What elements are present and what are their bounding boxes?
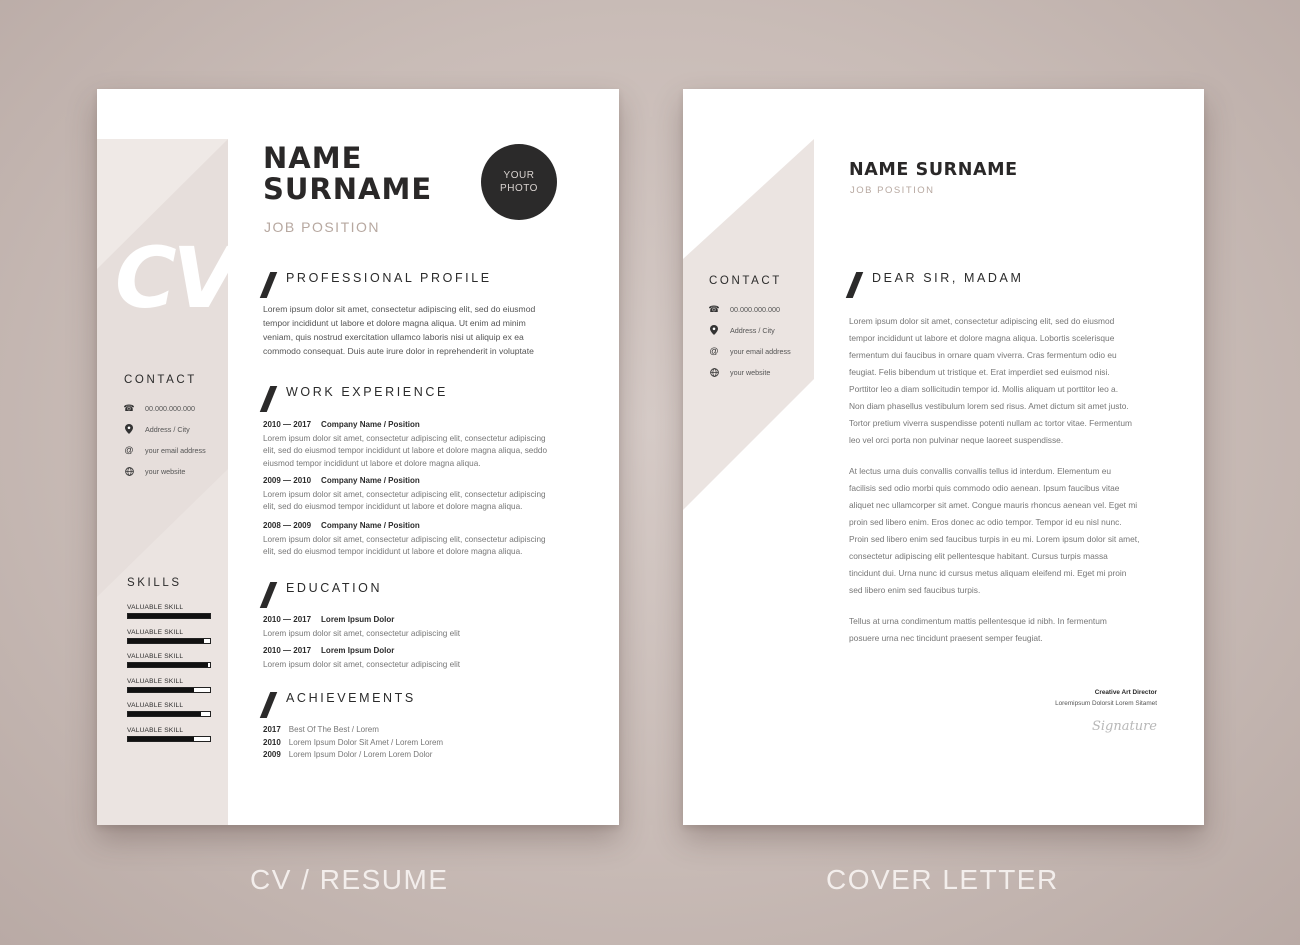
achievements-title: ACHIEVEMENTS (286, 691, 416, 705)
cover-contact-phone (709, 304, 780, 314)
cv-caption: CV / RESUME (250, 864, 449, 895)
achievement-row (263, 725, 379, 734)
job-company: Company Name / Position (321, 476, 420, 485)
signature-role: Creative Art Director (1094, 689, 1157, 696)
photo-label-2: PHOTO (500, 183, 538, 194)
skill-bar-fill (128, 663, 208, 667)
skill-bar (127, 638, 211, 644)
job-line: Lorem ipsum dolor sit amet, consectetur adipiscing elit, consectetur adipiscing (263, 433, 546, 443)
achievement-row (263, 738, 443, 747)
achievement-text: Lorem Ipsum Dolor / Lorem Lorem Dolor (288, 750, 433, 759)
skills-title: SKILLS (127, 577, 182, 589)
letter-line: aliquet nec ullamcorper sit amet. Congue mauris rhoncus aenean vel. Eget mi (849, 500, 1138, 510)
education-title: EDUCATION (286, 581, 383, 595)
cover-phone-text: 00.000.000.000 (730, 304, 780, 314)
email-text: your email address (145, 445, 206, 455)
location-pin-icon (124, 424, 134, 434)
skill-label: VALUABLE SKILL (127, 653, 184, 660)
contact-address (124, 424, 190, 434)
cover-website-text: your website (730, 367, 771, 377)
skill-label: VALUABLE SKILL (127, 604, 184, 611)
skill-bar (127, 613, 211, 619)
letter-paragraph (849, 613, 1179, 647)
letter-paragraph (849, 463, 1179, 599)
letter-line: feugiat. Felis bibendum ut tristique et. Erat imperdiet sed euismod nisi. (849, 367, 1110, 377)
job-period: 2008 — 2009 (263, 521, 312, 530)
skill-item (127, 702, 211, 717)
profile-line: veniam, quis nostrud exercitation ullamco laboris nisi ut aliquip ex ea (263, 332, 524, 342)
education-school: Lorem Ipsum Dolor (321, 646, 395, 655)
job-line: elit, sed do eiusmod tempor incididunt ut labore et dolore magna aliqua, seddo (263, 446, 548, 455)
skill-bar (127, 687, 211, 693)
job-company: Company Name / Position (321, 521, 420, 530)
skill-bar (127, 711, 211, 717)
skill-bar-fill (128, 639, 204, 643)
letter-line: proin sed libero enim. Eros donec ac odio tempor. Tempor id eu nisl nunc. (849, 517, 1122, 527)
letter-line: tempor incididunt ut labore et dolore magna aliqua. Lobortis scelerisque (849, 333, 1115, 343)
signature-line: Loremipsum Dolorsit Lorem Sitamet (1055, 700, 1157, 707)
handwritten-signature: Signature (1091, 719, 1157, 734)
letter-paragraph (849, 313, 1179, 449)
profile-line: commodo consequat. Duis aute irure dolor in reprehenderit in voluptate (263, 346, 534, 356)
letter-line: facilisis sed odio morbi quis commodo odio aenean. Ipsum faucibus vitae (849, 483, 1120, 493)
education-school: Lorem Ipsum Dolor (321, 615, 395, 624)
job-entry (263, 419, 553, 470)
job-position: JOB POSITION (264, 219, 381, 235)
name-line-2: SURNAME (263, 172, 433, 207)
profile-line: Lorem ipsum dolor sit amet, consectetur adipiscing elit, sed do eiusmod (263, 304, 536, 314)
skill-bar-fill (128, 737, 194, 741)
at-sign-icon: @ (709, 346, 719, 356)
phone-icon: ☎ (708, 303, 720, 314)
achievement-year: 2017 (263, 725, 281, 734)
contact-title: CONTACT (124, 374, 197, 386)
job-company: Company Name / Position (321, 420, 420, 429)
achievement-text: Lorem Ipsum Dolor Sit Amet / Lorem Lorem (288, 738, 444, 747)
education-entry (263, 645, 553, 671)
location-pin-icon (709, 325, 719, 335)
profile-line: tempor incididunt ut labore et dolore magna aliqua. Ut enim ad minim (263, 318, 526, 328)
achievement-row (263, 750, 432, 759)
contact-phone (124, 403, 195, 413)
photo-placeholder[interactable] (481, 144, 557, 220)
skill-label: VALUABLE SKILL (127, 726, 184, 734)
achievement-year: 2009 (263, 750, 281, 759)
profile-text (263, 302, 583, 358)
job-line: Lorem ipsum dolor sit amet, consectetur adipiscing elit, consectetur adipiscing (263, 534, 546, 544)
job-period: 2010 — 2017 (263, 420, 312, 429)
skill-label: VALUABLE SKILL (127, 677, 184, 685)
cv-watermark-letters: CV (115, 229, 234, 327)
letter-line: sed libero enim sed faucibus turpis. (849, 585, 981, 595)
globe-icon (709, 367, 719, 377)
letter-line: consectetur adipiscing elit pellentesque habitant. Cursus turpis massa (849, 551, 1108, 561)
letter-line: Lorem ipsum dolor sit amet, consectetur adipiscing elit, sed do eiusmod (849, 316, 1115, 326)
cover-caption: COVER LETTER (826, 864, 1059, 895)
letter-line: leo vel orci porta non pulvinar neque laoreet suspendisse. (849, 435, 1064, 445)
work-title: WORK EXPERIENCE (286, 385, 448, 399)
cover-contact-website[interactable] (709, 367, 770, 377)
education-period: 2010 — 2017 (263, 615, 312, 624)
job-line: eiusmod tempor incididunt ut labore et dolore magna aliqua. (263, 458, 481, 468)
greeting: DEAR SIR, MADAM (872, 271, 1024, 285)
skill-bar (127, 736, 211, 742)
contact-website[interactable] (124, 466, 185, 476)
skill-bar-fill (128, 688, 194, 692)
website-text: your website (145, 466, 186, 476)
job-line: elit, sed do eiusmod tempor incididunt ut labore et dolore magna aliqua. (263, 502, 523, 511)
skill-item (127, 727, 211, 742)
skill-label: VALUABLE SKILL (127, 628, 184, 636)
cover-contact-email[interactable] (709, 346, 791, 356)
letter-line: Tortor pretium viverra suspendisse potenti nullam ac tortor vitae. Fermentum (849, 418, 1133, 428)
cover-name: NAME SURNAME (849, 160, 1018, 180)
contact-email[interactable] (124, 445, 206, 455)
skill-item (127, 653, 211, 668)
job-period: 2009 — 2010 (263, 476, 312, 485)
name-heading (263, 143, 432, 206)
job-line: Lorem ipsum dolor sit amet, consectetur adipiscing elit, consectetur adipiscing (263, 489, 546, 499)
phone-text: 00.000.000.000 (145, 403, 195, 413)
skill-bar (127, 662, 211, 668)
skill-bar-fill (128, 712, 201, 716)
at-sign-icon: @ (124, 445, 134, 455)
education-period: 2010 — 2017 (263, 646, 312, 655)
letter-line: Porttitor leo a diam sollicitudin tempor id. Mollis aliquam ut porttitor leo a. (849, 384, 1119, 394)
achievement-text: Best Of The Best / Lorem (288, 725, 379, 734)
job-entry (263, 475, 553, 514)
address-text: Address / City (145, 424, 190, 434)
phone-icon: ☎ (123, 402, 135, 413)
letter-line: Tellus at urna condimentum mattis pellentesque id nibh. In fermentum (849, 616, 1107, 626)
cover-contact-title: CONTACT (709, 275, 782, 287)
photo-label-1: YOUR (503, 169, 535, 181)
letter-line: At lectus urna duis convallis convallis tellus id interdum. Elementum eu (849, 466, 1112, 476)
profile-title: PROFESSIONAL PROFILE (286, 271, 492, 285)
skill-item (127, 629, 211, 644)
cover-address-text: Address / City (730, 325, 775, 335)
letter-line: tincidunt dui. Urna nunc id cursus metus aliquam eleifend mi. Eget mi proin (849, 568, 1127, 578)
cover-letter-page (683, 89, 1204, 825)
skill-label: VALUABLE SKILL (127, 702, 184, 709)
cover-email-text: your email address (730, 346, 791, 356)
name-line-1: NAME (263, 141, 363, 175)
skill-item (127, 678, 211, 693)
skill-item (127, 604, 211, 619)
achievement-year: 2010 (263, 738, 281, 747)
job-entry (263, 520, 553, 559)
education-line: Lorem ipsum dolor sit amet, consectetur adipiscing elit (263, 659, 461, 669)
letter-line: posuere urna nec tincidunt praesent semper feugiat. (849, 633, 1043, 643)
education-line: Lorem ipsum dolor sit amet, consectetur adipiscing elit (263, 628, 461, 638)
job-line: elit, sed do eiusmod tempor incididunt ut labore et dolore magna aliqua. (263, 547, 523, 556)
letter-line: fermentum dui faucibus in ornare quam viverra. Cras fermentum odio eu (849, 350, 1117, 360)
cover-contact-address (709, 325, 775, 335)
education-entry (263, 614, 553, 640)
cover-job-position: JOB POSITION (850, 185, 935, 196)
signature-block (1055, 689, 1157, 734)
cv-page (97, 89, 619, 825)
letter-line: Proin sed libero enim sed faucibus turpis in eu mi. Lorem ipsum dolor sit amet, (849, 534, 1140, 544)
globe-icon (124, 466, 134, 476)
skill-bar-fill (128, 614, 210, 618)
letter-line: Non diam phasellus vestibulum lorem sed risus. Amet dictum sit amet justo. (849, 401, 1129, 411)
